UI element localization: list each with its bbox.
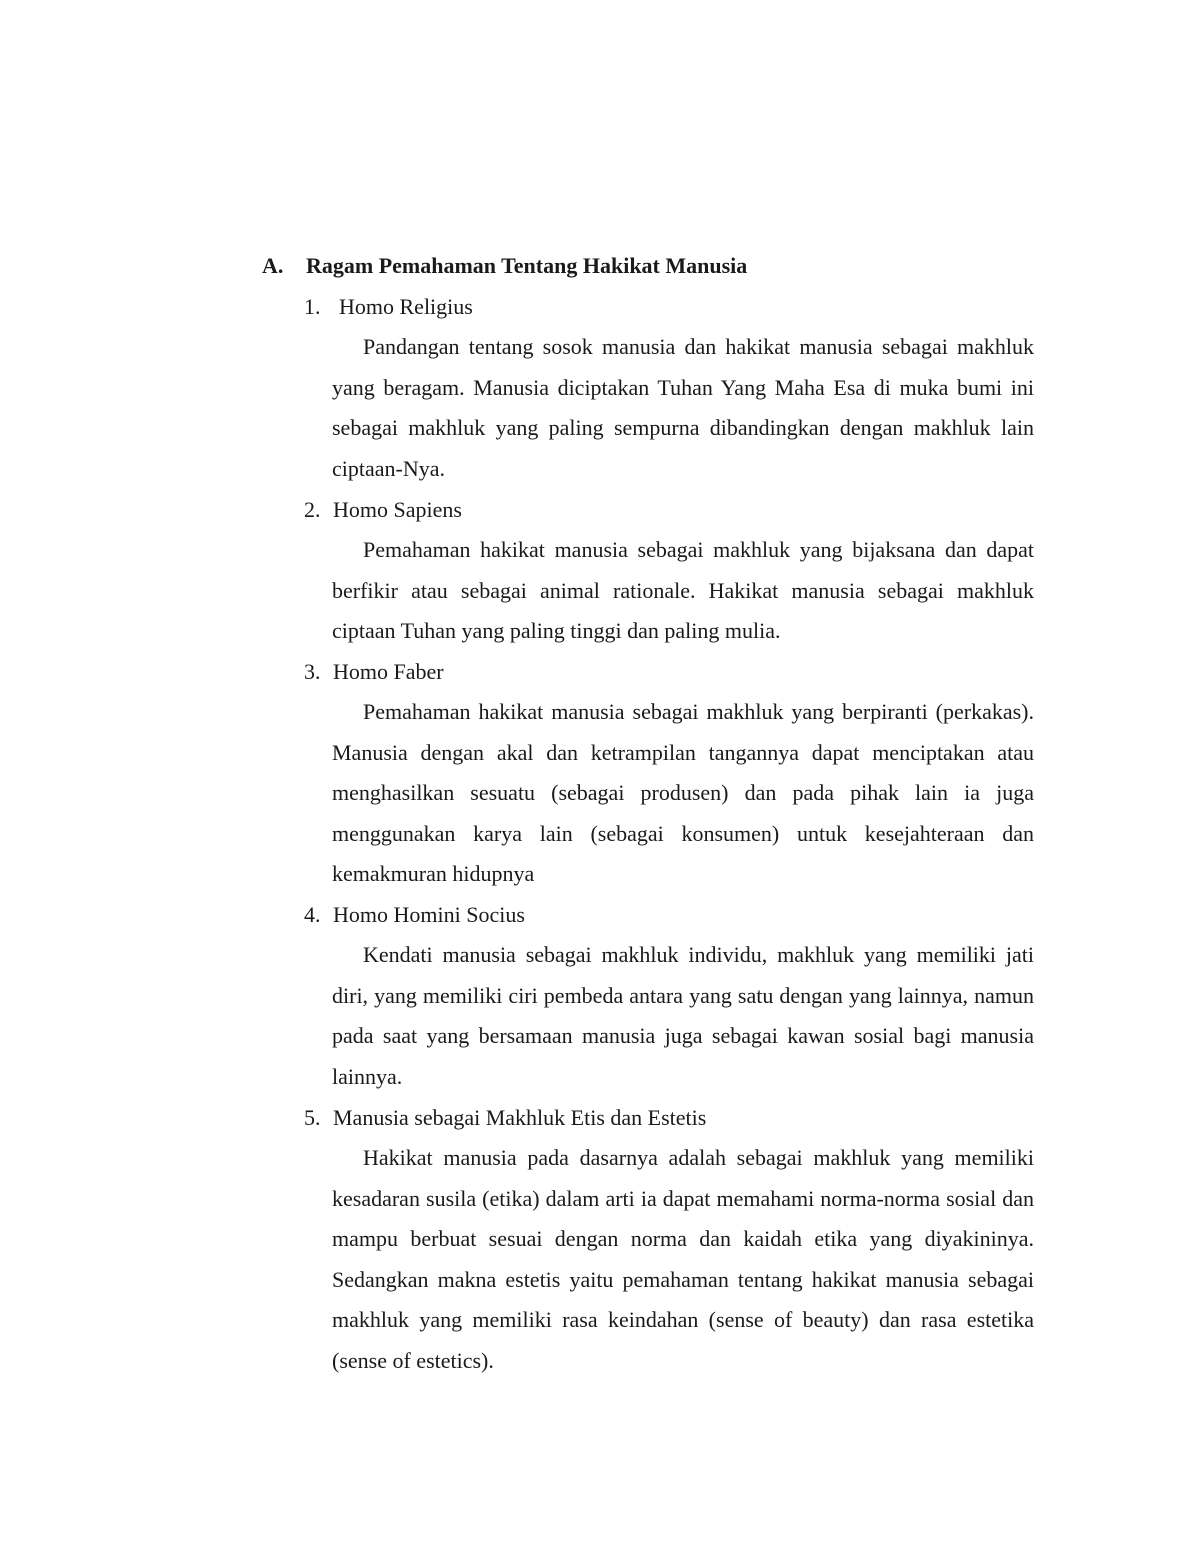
section-letter: A. [262, 253, 284, 278]
item-paragraph: Pemahaman hakikat manusia sebagai makhluk yang bijaksana dan dapat berfikir atau sebagai animal rationale. Hakikat manusia sebagai makhluk ciptaan Tuhan yang paling tinggi dan paling mulia. [332, 537, 1034, 644]
list-item-homo-sapiens [304, 490, 1034, 652]
item-number: 4. [304, 902, 321, 927]
item-heading [304, 490, 1034, 530]
item-title: Homo Religius [339, 294, 473, 319]
item-title: Manusia sebagai Makhluk Etis dan Estetis [333, 1105, 707, 1130]
item-number: 2. [304, 497, 321, 522]
section-heading [262, 250, 747, 282]
item-heading [304, 895, 1034, 935]
list-item-etis-estetis [304, 1098, 1034, 1382]
list-item-homo-homini-socius [304, 895, 1034, 1097]
item-paragraph: Pemahaman hakikat manusia sebagai makhluk yang berpiranti (perkakas). Manusia dengan akal dan ketrampilan tangannya dapat menciptakan atau menghasilkan sesuatu (sebagai produsen) dan pada pihak lain ia juga menggunakan karya lain (sebagai konsumen) untuk kesejahteraan dan kemakmuran hidupnya [332, 699, 1034, 887]
item-heading [304, 1098, 1034, 1138]
list-item-homo-religius [304, 287, 1034, 489]
item-number: 1. [304, 294, 321, 319]
item-paragraph: Hakikat manusia pada dasarnya adalah sebagai makhluk yang memiliki kesadaran susila (etika) dalam arti ia dapat memahami norma-norma sosial dan mampu berbuat sesuai dengan norma dan kaidah etika yang diyakininya. Sedangkan makna estetis yaitu pemahaman tentang hakikat manusia sebagai makhluk yang memiliki rasa keindahan (sense of beauty) dan rasa estetika (sense of estetics). [332, 1145, 1034, 1373]
item-number: 5. [304, 1105, 321, 1130]
item-heading [304, 287, 1034, 327]
item-title: Homo Sapiens [333, 497, 462, 522]
item-paragraph: Pandangan tentang sosok manusia dan hakikat manusia sebagai makhluk yang beragam. Manusia diciptakan Tuhan Yang Maha Esa di muka bumi ini sebagai makhluk yang paling sempurna dibandingkan dengan makhluk lain ciptaan-Nya. [332, 334, 1034, 481]
item-paragraph: Kendati manusia sebagai makhluk individu, makhluk yang memiliki jati diri, yang memiliki ciri pembeda antara yang satu dengan yang lainnya, namun pada saat yang bersamaan manusia juga sebagai kawan sosial bagi manusia lainnya. [332, 942, 1034, 1089]
item-heading [304, 652, 1034, 692]
item-number: 3. [304, 659, 321, 684]
section-title: Ragam Pemahaman Tentang Hakikat Manusia [306, 253, 748, 278]
item-title: Homo Faber [333, 659, 444, 684]
list-item-homo-faber [304, 652, 1034, 895]
item-title: Homo Homini Socius [333, 902, 525, 927]
